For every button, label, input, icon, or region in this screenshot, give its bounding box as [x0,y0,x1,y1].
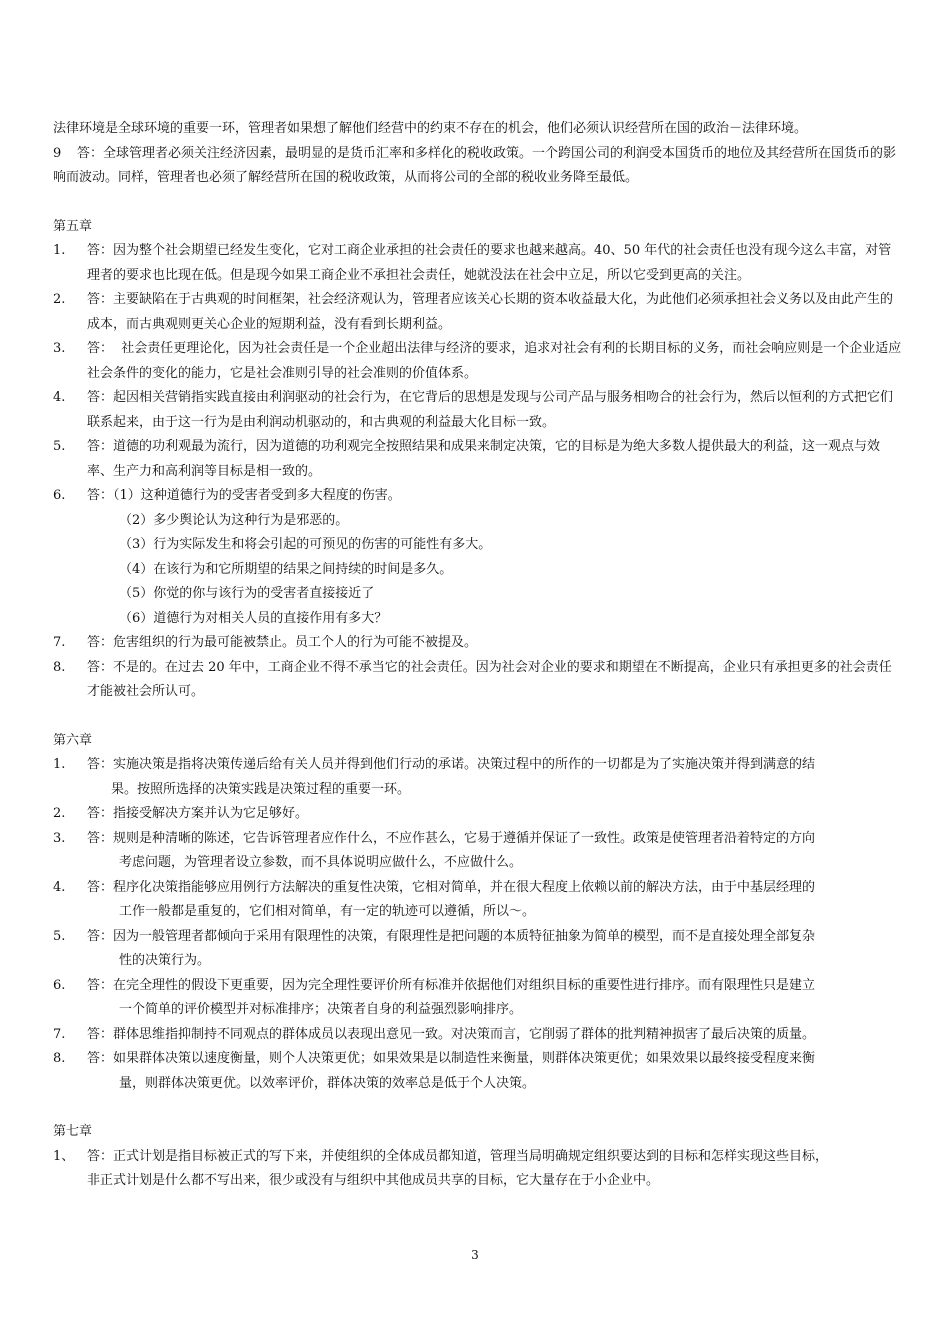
item-number: 7. [53,1026,66,1042]
page-body [53,117,903,1194]
item-number: 1. [53,243,66,258]
item-text: 答：道德的功利观最为流行，因为道德的功利观完全按照结果和成果来制定决策，它的目标是为绝大多数人提供最大的利益，这一观点与效率、生产力和高利润等目标是相一致的。 [87,439,881,479]
ch6-item-4 [53,876,903,925]
chapter-5-title: 第五章 [53,218,93,234]
item-line-2: 考虑问题，为管理者设立参数，而不具体说明应做什么，不应做什么。 [119,855,523,870]
item-text: 答：群体思维指抑制持不同观点的群体成员以表现出意见一致。对决策而言，它削弱了群体的批判精神损害了最后决策的质量。 [87,1026,816,1042]
answer-text: 答：全球管理者必须关注经济因素，最明显的是货币汇率和多样化的税收政策。一个跨国公司的利润受本国货币的地位及其经营所在国货币的影响而波动。同样，管理者也必须了解经营所在国的税收政策，从而将公司的全部的税收业务降至最低。 [53,145,897,185]
ch5-item-8 [53,656,903,705]
ch6-item-2 [53,802,903,827]
item-number: 5. [53,928,66,944]
ch5-item-7 [53,631,903,656]
ch5-item-4 [53,386,903,435]
ch5-sub-6: （6）道德行为对相关人员的直接作用有多大？ [119,610,388,626]
item-line-2: 性的决策行为。 [119,953,211,968]
ch6-item-1 [53,753,903,802]
item-text: 答：不是的。在过去 20 年中，工商企业不得不承当它的社会责任。因为社会对企业的要求和期望在不断提高，企业只有承担更多的社会责任才能被社会所认可。 [87,659,892,699]
item-number: 1、 [53,1148,75,1164]
item-text: 答：指接受解决方案并认为它足够好。 [87,806,309,821]
item-text: 答： 社会责任更理论化，因为社会责任是一个企业超出法律与经济的要求，追求对社会有利的长期目标的义务，而社会响应则是一个企业适应社会条件的变化的能力，它是社会准则引导的社会准则的价值体系。 [87,341,902,381]
ch5-item-2 [53,288,903,337]
item-line-2: 非正式计划是什么都不写出来，很少或没有与组织中其他成员共享的目标，它大量存在于小企业中。 [87,1173,660,1188]
ch6-item-6 [53,974,903,1023]
page-number: 3 [471,1248,479,1262]
item-text: 答：主要缺陷在于古典观的时间框架，社会经济观认为，管理者应该关心长期的资本收益最大化，为此他们必须承担社会义务以及由此产生的成本，而古典观则更关心企业的短期利益，没有看到长期利益。 [87,292,894,332]
item-number: 4. [53,390,66,405]
item-line-2: 量，则群体决策更优。以效率评价，群体决策的效率总是低于个人决策。 [119,1075,536,1091]
ch5-sub-3: （3）行为实际发生和将会引起的可预见的伤害的可能性有多大。 [119,537,492,552]
item-line-2: 一个简单的评价模型并对标准排序；决策者自身的利益强烈影响排序。 [119,1002,523,1017]
ch7-item-1 [53,1145,903,1194]
answer-9 [53,142,903,191]
ch5-sub-4: （4）在该行为和它所期望的结果之间持续的时间是多久。 [119,561,453,577]
item-line-1: 答：正式计划是指目标被正式的写下来，并使组织的全体成员都知道，管理当局明确规定组织要达到的目标和怎样实现这些目标， [87,1148,829,1164]
item-number: 1. [53,757,66,772]
item-text: 答：（1）这种道德行为的受害者受到多大程度的伤害。 [87,488,401,503]
item-line-1: 答：在完全理性的假设下更重要，因为完全理性要评价所有标准并依据他们对组织目标的重要性进行排序。而有限理性只是建立 [87,977,816,993]
ch6-item-8 [53,1047,903,1096]
ch6-item-7 [53,1023,903,1048]
chapter-6-title: 第六章 [53,732,93,748]
item-text: 答：危害组织的行为最可能被禁止。员工个人的行为可能不被提及。 [87,635,478,650]
item-number: 6. [53,488,66,503]
item-number: 3. [53,341,66,356]
item-number: 2. [53,806,66,821]
ch5-sub-2: （2）多少舆论认为这种行为是邪恶的。 [119,512,349,528]
item-line-1: 答：程序化决策指能够应用例行方法解决的重复性决策，它相对简单，并在很大程度上依赖以前的解决方法，由于中基层经理的 [87,879,816,895]
ch6-item-3 [53,827,903,876]
item-text: 答：因为整个社会期望已经发生变化，它对工商企业承担的社会责任的要求也越来越高。40、50 年代的社会责任也没有现今这么丰富，对管理者的要求也比现在低。但是现今如果工商企业不承担社会责任，她就没法在社会中立足，所以它受到更高的关注。 [87,243,892,283]
item-line-1: 答：规则是种清晰的陈述，它告诉管理者应作什么，不应作甚么，它易于遵循并保证了一致性。政策是使管理者沿着特定的方向 [87,830,816,846]
ch5-item-6 [53,484,903,509]
item-line-1: 答：因为一般管理者都倾向于采用有限理性的决策，有限理性是把问题的本质特征抽象为简单的模型，而不是直接处理全部复杂 [87,928,816,944]
paragraph-legal-environment: 法律环境是全球环境的重要一环，管理者如果想了解他们经营中的约束不存在的机会，他们必须认识经营所在国的政治－法律环境。 [53,121,808,136]
chapter-7-title: 第七章 [53,1124,93,1139]
item-number: 7. [53,635,66,650]
item-line-1: 答：实施决策是指将决策传递后给有关人员并得到他们行动的承诺。决策过程中的所作的一切都是为了实施决策并得到满意的结 [87,757,816,772]
item-number: 8. [53,1051,66,1066]
item-line-2: 工作一般都是重复的，它们相对简单，有一定的轨迹可以遵循，所以～。 [119,904,536,919]
item-number: 3. [53,830,66,846]
ch5-item-5 [53,435,903,484]
item-number: 4. [53,879,66,895]
ch5-sub-5: （5）你觉的你与该行为的受害者直接接近了 [119,586,375,601]
item-number: 6. [53,977,66,993]
item-line-2: 果。按照所选择的决策实践是决策过程的重要一环。 [111,781,411,797]
answer-number: 9 [53,145,62,161]
item-number: 8. [53,659,66,675]
ch5-item-3 [53,337,903,386]
item-number: 5. [53,439,66,454]
ch6-item-5 [53,925,903,974]
item-number: 2. [53,292,66,307]
item-text: 答：起因相关营销指实践直接由利润驱动的社会行为，在它背后的思想是发现与公司产品与服务相吻合的社会行为，然后以恒利的方式把它们联系起来，由于这一行为是由利润动机驱动的，和古典观的利益最大化目标一致。 [87,390,894,430]
ch5-item-1 [53,239,903,288]
item-line-1: 答：如果群体决策以速度衡量，则个人决策更优；如果效果是以制造性来衡量，则群体决策更优；如果效果以最终接受程度来衡 [87,1051,816,1066]
